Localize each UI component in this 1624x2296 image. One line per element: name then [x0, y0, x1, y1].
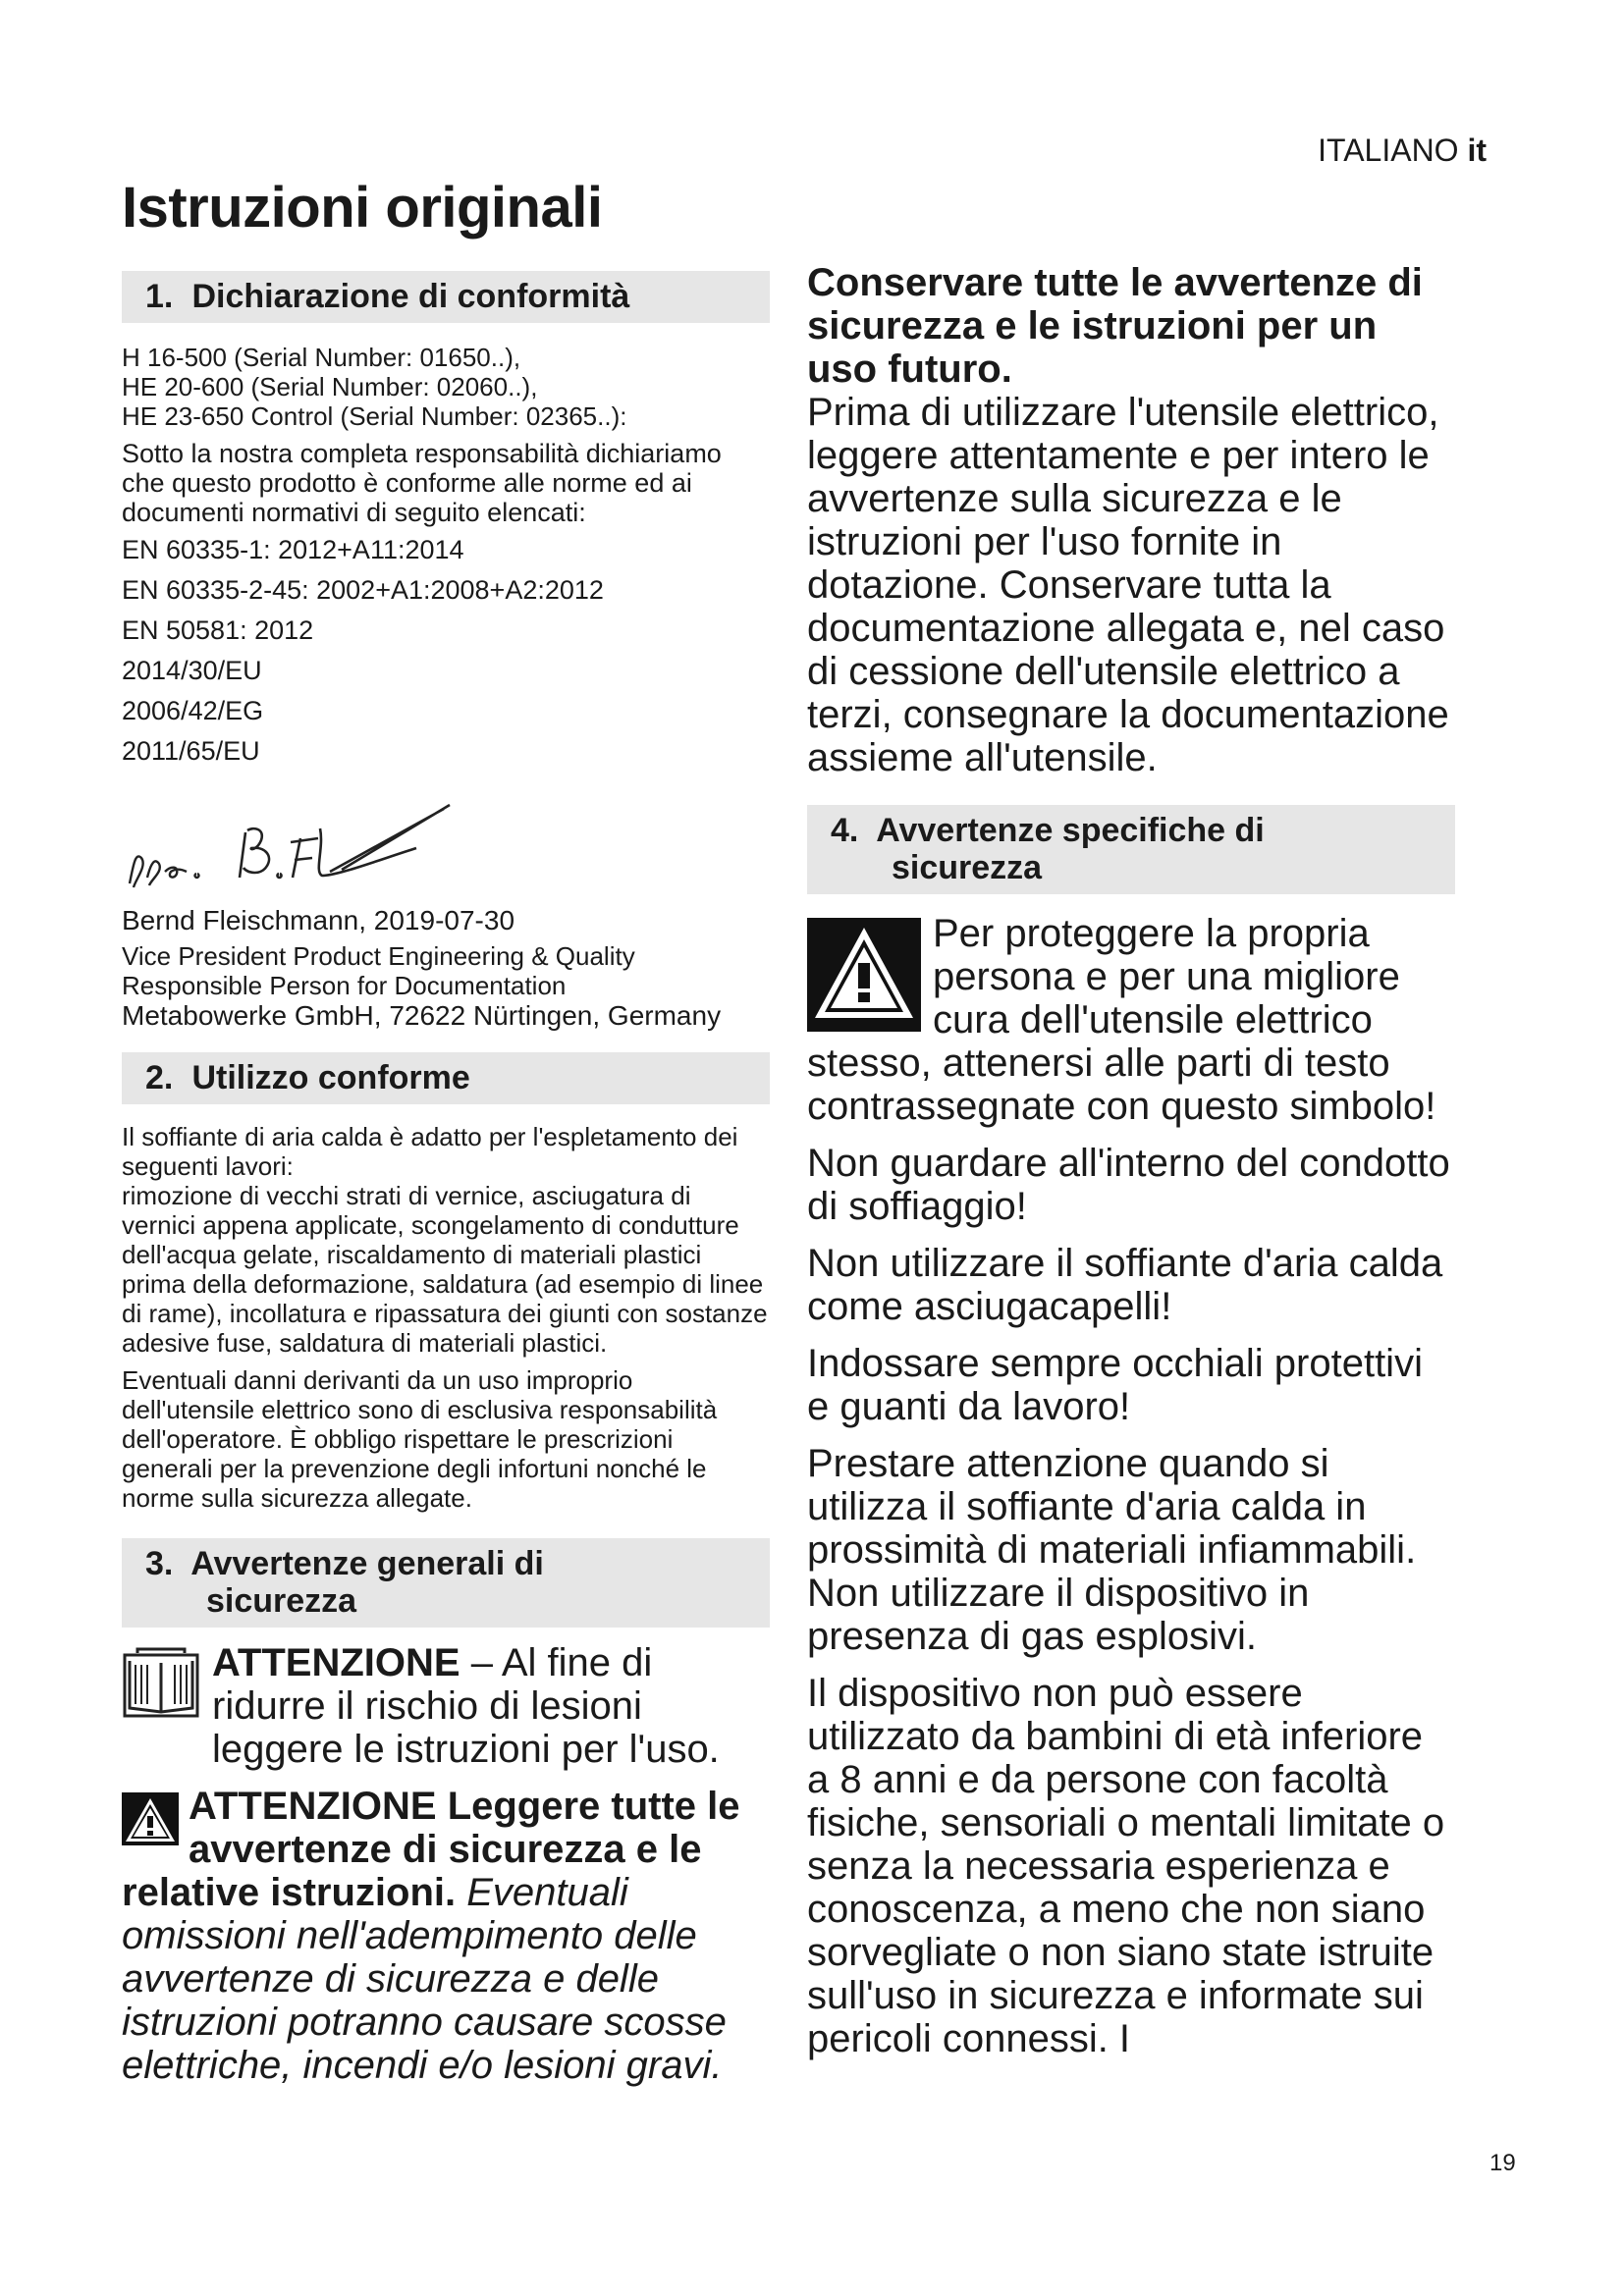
- language-code: it: [1467, 133, 1487, 168]
- company-address: Metabowerke GmbH, 72622 Nürtingen, Germany: [122, 1000, 722, 1031]
- symbol-explanation: [807, 912, 1455, 1128]
- section-4-heading: [807, 805, 1455, 894]
- language-header: [1318, 133, 1487, 169]
- manual-book-icon: [122, 1647, 200, 1729]
- norm-item: 2014/30/EU: [122, 656, 262, 685]
- model-list: [122, 343, 770, 431]
- signer-role-2: Responsible Person for Documentation: [122, 971, 567, 1000]
- section-2-title: Utilizzo conforme: [191, 1059, 470, 1096]
- signature-drawing: [122, 789, 475, 905]
- section-1-title: Dichiarazione di conformità: [191, 278, 630, 315]
- section-4-title-line1: Avvertenze specifiche di: [876, 812, 1265, 849]
- norm-item: EN 60335-1: 2012+A11:2014: [122, 535, 464, 564]
- signer-name: Bernd Fleischmann, 2019-07-30: [122, 905, 515, 935]
- section-1-heading: [122, 271, 770, 323]
- usage-intro: Il soffiante di aria calda è adatto per l'espletamento dei seguenti lavori:: [122, 1122, 738, 1181]
- safety-item-5: Il dispositivo non può essere utilizzato da bambini di età inferiore a 8 anni e da persone con facoltà fisiche, sensoriali o mentali limitate o senza la necessaria esperienza e conoscenza, a meno che non siano sorvegliate o non siano state istruite sull'uso in sicurezza e informate sui pericoli connessi. I: [807, 1672, 1445, 2060]
- model-item: HE 20-600 (Serial Number: 02060..),: [122, 372, 538, 401]
- warning-manual-label: ATTENZIONE: [212, 1641, 460, 1684]
- model-item: H 16-500 (Serial Number: 01650..),: [122, 343, 521, 372]
- symbol-explanation-text: Per proteggere la propria persona e per una migliore cura dell'utensile elettrico stesso, attenersi alle parti di testo contrassegnate con questo simbolo!: [807, 912, 1436, 1128]
- section-2-number: 2.: [145, 1059, 174, 1096]
- warning-manual: [122, 1641, 770, 1771]
- page-number: 19: [1489, 2150, 1516, 2176]
- safety-item-3: Indossare sempre occhiali protettivi e guanti da lavoro!: [807, 1342, 1423, 1428]
- section-3-title-line1: Avvertenze generali di: [190, 1545, 544, 1582]
- section-3-heading: [122, 1538, 770, 1628]
- warning-manual-text: – Al fine di ridurre il rischio di lesioni leggere le istruzioni per l'uso.: [212, 1641, 720, 1771]
- section-4-title-line2: sicurezza: [892, 849, 1043, 886]
- right-column: [807, 261, 1455, 2060]
- keep-instructions-text: Prima di utilizzare l'utensile elettrico, leggere attentamente e per intero le avvertenze sulla sicurezza e le istruzioni per l'uso fornite in dotazione. Conservare tutta la documentazione allegata e, nel caso di cessione dell'utensile elettrico a terzi, consegnare la documentazione assieme all'utensile.: [807, 391, 1449, 779]
- norm-item: EN 50581: 2012: [122, 615, 314, 645]
- norm-item: 2006/42/EG: [122, 696, 264, 725]
- safety-item-2: Non utilizzare il soffiante d'aria calda come asciugacapelli!: [807, 1242, 1443, 1328]
- section-4-number: 4.: [831, 812, 859, 849]
- warning-triangle-icon: [122, 1792, 179, 1854]
- section-2-heading: [122, 1052, 770, 1104]
- conformity-statement: Sotto la nostra completa responsabilità dichiariamo che questo prodotto è conforme alle norme ed ai documenti normativi di seguito elencati:: [122, 439, 722, 527]
- model-item: HE 23-650 Control (Serial Number: 02365..):: [122, 401, 627, 431]
- safety-item-1: Non guardare all'interno del condotto di soffiaggio!: [807, 1142, 1450, 1228]
- left-column: [122, 271, 770, 2087]
- warning-read-all-label: ATTENZIONE Leggere tutte le avvertenze di sicurezza e le relative istruzioni.: [122, 1785, 740, 1914]
- page-title: Istruzioni originali: [122, 176, 603, 240]
- keep-instructions-heading: Conservare tutte le avvertenze di sicurezza e le istruzioni per un uso futuro.: [807, 261, 1423, 391]
- usage-list: rimozione di vecchi strati di vernice, asciugatura di vernici appena applicate, scongelamento di condutture dell'acqua gelate, riscaldamento di materiali plastici prima della deformazione, saldatura (ad esempio di linee di rame), incollatura e ripassatura dei giunti con sostanze adesive fuse, saldatura di materiali plastici.: [122, 1181, 768, 1358]
- section-1-number: 1.: [145, 278, 174, 315]
- norm-item: EN 60335-2-45: 2002+A1:2008+A2:2012: [122, 575, 604, 605]
- warning-triangle-large-icon: [807, 918, 921, 1041]
- language-label: ITALIANO: [1318, 133, 1459, 168]
- section-3-title-line2: sicurezza: [206, 1582, 357, 1620]
- safety-item-4: Prestare attenzione quando si utilizza il soffiante d'aria calda in prossimità di materiali infiammabili. Non utilizzare il dispositivo in presenza di gas esplosivi.: [807, 1442, 1417, 1658]
- signer-role-1: Vice President Product Engineering & Quality: [122, 941, 635, 971]
- norms-list: [122, 530, 770, 772]
- warning-read-all: [122, 1785, 770, 2087]
- liability-text: Eventuali danni derivanti da un uso improprio dell'utensile elettrico sono di esclusiva responsabilità dell'operatore. È obbligo rispettare le prescrizioni generali per la prevenzione degli infortuni nonché le norme sulla sicurezza allegate.: [122, 1365, 718, 1513]
- norm-item: 2011/65/EU: [122, 736, 260, 766]
- warning-read-all-text: Eventuali omissioni nell'adempimento delle avvertenze di sicurezza e delle istruzioni potranno causare scosse elettriche, incendi e/o lesioni gravi.: [122, 1871, 727, 2087]
- signature: [122, 789, 770, 905]
- section-3-number: 3.: [145, 1545, 174, 1582]
